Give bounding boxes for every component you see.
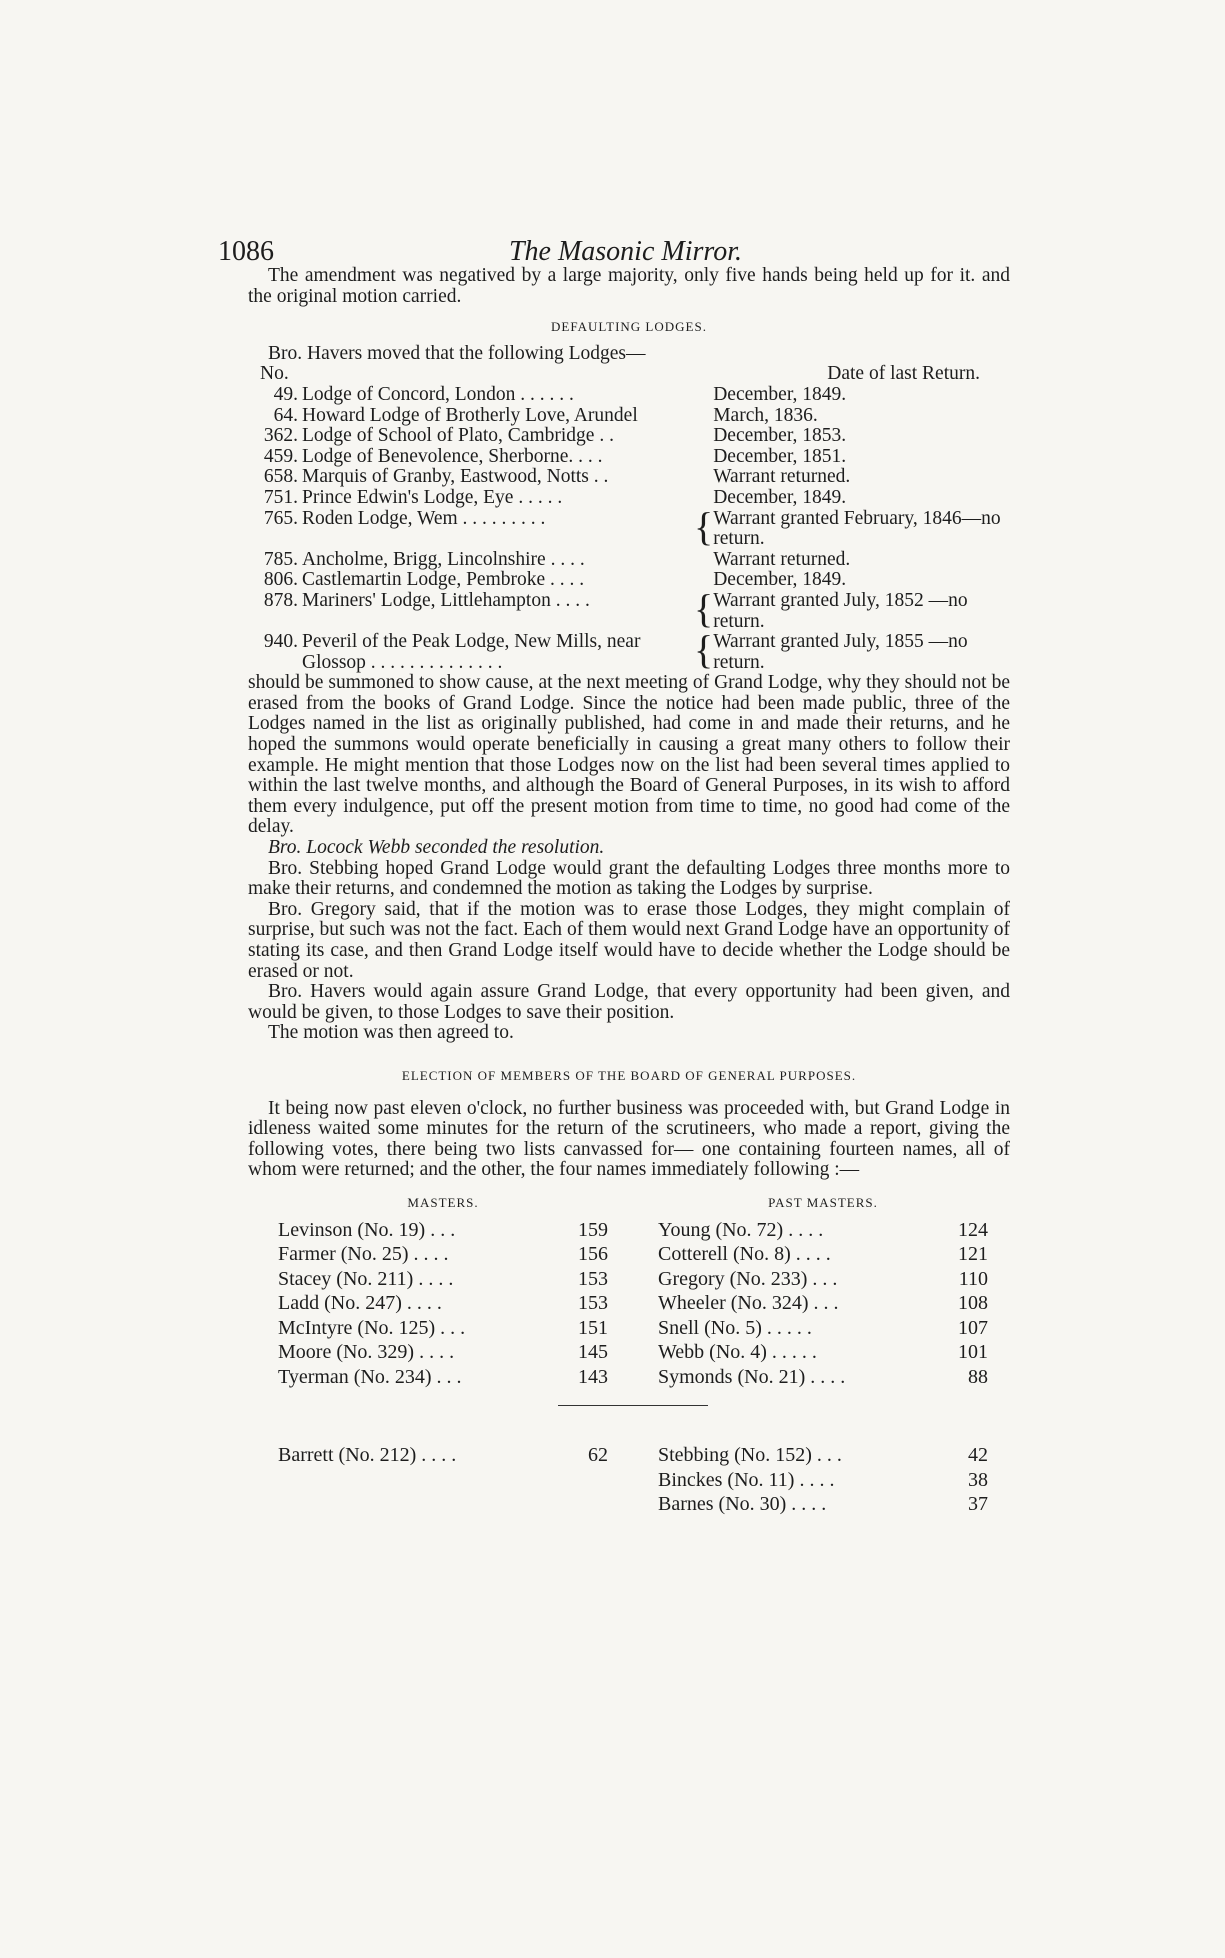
lodge-row xyxy=(248,467,1010,488)
vote-count: 121 xyxy=(958,1243,988,1266)
vote-count: 42 xyxy=(968,1444,988,1467)
unsuccessful-master-row xyxy=(278,1443,608,1468)
votes-divider xyxy=(558,1405,708,1406)
candidate-name: Stebbing (No. 152) . . . xyxy=(658,1444,842,1467)
candidate-name: Tyerman (No. 234) . . . xyxy=(278,1365,462,1388)
vote-count: 110 xyxy=(958,1267,988,1290)
lodge-number: 765. xyxy=(263,507,298,529)
lodge-date: December, 1849. xyxy=(713,486,847,508)
master-row xyxy=(278,1291,608,1316)
defaulting-paragraph-3: Bro. Stebbing hoped Grand Lodge would grant the defaulting Lodges three months more to make their returns, and condemned the motion as taking the Lodges by surprise. xyxy=(248,857,1010,900)
lodge-number: 785. xyxy=(263,548,298,570)
candidate-name: Barnes (No. 30) . . . . xyxy=(658,1493,827,1516)
defaulting-paragraph-1: should be summoned to show cause, at the next meeting of Grand Lodge, why they should not be erased from the books of Grand Lodge. Since the notice had been made public, three of the Lodges named in the list as originally published, had come in and made their returns, and he hoped the summons would operate beneficially in causing a great many others to follow their example. He might mention that those Lodges now on the list had been several times applied to within the last twelve months, and although the Board of General Purposes, in its wish to afford them every indulgence, put off the present motion from time to time, no good had come of the delay. xyxy=(248,672,1010,838)
lodge-name: Mariners' Lodge, Littlehampton . . . . xyxy=(302,589,590,611)
vote-count: 108 xyxy=(958,1292,988,1315)
vote-count: 101 xyxy=(958,1341,988,1364)
vote-count: 38 xyxy=(968,1468,988,1491)
lodge-row xyxy=(248,406,1010,427)
master-row xyxy=(278,1218,608,1243)
candidate-name: Gregory (No. 233) . . . xyxy=(658,1267,838,1290)
lodge-row xyxy=(248,591,1010,632)
lodge-name: Roden Lodge, Wem . . . . . . . . . xyxy=(302,507,546,529)
defaulting-heading: DEFAULTING LODGES. xyxy=(551,319,707,335)
lodge-number: 49. xyxy=(273,383,298,405)
lodge-brace xyxy=(694,385,713,406)
lodge-row xyxy=(248,447,1010,468)
candidate-name: Wheeler (No. 324) . . . xyxy=(658,1292,839,1315)
lodge-row xyxy=(248,632,1010,673)
vote-count: 37 xyxy=(968,1493,988,1516)
lodge-brace xyxy=(694,426,713,447)
lodge-name: Ancholme, Brigg, Lincolnshire . . . . xyxy=(302,548,585,570)
lodge-number: 878. xyxy=(263,589,298,611)
candidate-name: Ladd (No. 247) . . . . xyxy=(278,1292,442,1315)
vote-count: 156 xyxy=(578,1243,608,1266)
candidate-name: Moore (No. 329) . . . . xyxy=(278,1341,455,1364)
past-master-row xyxy=(658,1316,988,1341)
lodge-name: Peveril of the Peak Lodge, New Mills, near Glossop . . . . . . . . . . . . . . xyxy=(302,631,641,673)
article-body xyxy=(248,266,1010,1523)
lodge-row xyxy=(248,509,1010,550)
lodge-brace xyxy=(694,550,713,571)
lodge-date: Warrant granted July, 1852 —no return. xyxy=(713,589,968,632)
vote-count: 151 xyxy=(578,1316,608,1339)
defaulting-paragraph-6: The motion was then agreed to. xyxy=(268,1022,514,1044)
lodge-brace xyxy=(694,467,713,488)
unsuccessful-past-master-row xyxy=(658,1492,988,1517)
lodge-date: March, 1836. xyxy=(713,404,818,426)
vote-count: 153 xyxy=(578,1267,608,1290)
candidate-name: Symonds (No. 21) . . . . xyxy=(658,1365,846,1388)
defaulting-lodges-table xyxy=(248,364,1010,673)
lodge-name: Howard Lodge of Brotherly Love, Arundel xyxy=(302,404,638,426)
lodge-number: 806. xyxy=(263,569,298,591)
lodge-row xyxy=(248,426,1010,447)
vote-count: 159 xyxy=(578,1218,608,1241)
lodge-date: Warrant returned. xyxy=(713,466,851,488)
lodge-row xyxy=(248,550,1010,571)
past-master-row xyxy=(658,1291,988,1316)
lodge-row xyxy=(248,570,1010,591)
lodge-brace xyxy=(694,447,713,468)
past-master-row xyxy=(658,1340,988,1365)
lodge-name: Lodge of Benevolence, Sherborne. . . . xyxy=(302,445,603,467)
lodge-date: December, 1853. xyxy=(713,425,847,447)
unsuccessful-past-master-row xyxy=(658,1468,988,1493)
vote-count: 145 xyxy=(578,1341,608,1364)
master-row xyxy=(278,1267,608,1292)
defaulting-paragraph-2: Bro. Locock Webb seconded the resolution. xyxy=(268,837,605,859)
lodge-number: 362. xyxy=(263,425,298,447)
candidate-name: Snell (No. 5) . . . . . xyxy=(658,1316,812,1339)
defaulting-paragraph-5: Bro. Havers would again assure Grand Lodge, that every opportunity had been given, and would be given, to those Lodges to save their position. xyxy=(248,981,1010,1023)
vote-count: 107 xyxy=(958,1316,988,1339)
lodge-number: 751. xyxy=(263,486,298,508)
defaulting-paragraph-4: Bro. Gregory said, that if the motion was to erase those Lodges, they might complain of surprise, but such was not the fact. Each of them would next Grand Lodge have an opportunity of stating its case, and then Grand Lodge itself would have to decide whether the Lodge should be erased or not. xyxy=(248,898,1010,982)
lodge-name: Lodge of School of Plato, Cambridge . . xyxy=(302,425,614,447)
lodge-date: December, 1851. xyxy=(713,445,847,467)
master-row xyxy=(278,1242,608,1267)
election-paragraph: It being now past eleven o'clock, no further business was proceeded with, but Grand Lodge in idleness waited some minutes for the return of the scrutineers, who made a report, giving the following votes, there being two lists canvassed for— one containing fourteen names, all of whom were returned; and the other, the four names immediately following :— xyxy=(248,1097,1010,1181)
candidate-name: Farmer (No. 25) . . . . xyxy=(278,1243,449,1266)
votes-table xyxy=(248,1193,1010,1523)
masters-heading: MASTERS. xyxy=(407,1194,479,1210)
lodge-name: Lodge of Concord, London . . . . . . xyxy=(302,383,574,405)
masters-column xyxy=(278,1193,608,1468)
vote-count: 62 xyxy=(588,1444,608,1467)
lodge-brace: { xyxy=(694,585,714,631)
candidate-name: Binckes (No. 11) . . . . xyxy=(658,1468,835,1491)
master-row xyxy=(278,1316,608,1341)
candidate-name: Stacey (No. 211) . . . . xyxy=(278,1267,454,1290)
past-master-row xyxy=(658,1267,988,1292)
lodge-brace: { xyxy=(694,627,714,673)
candidate-name: McIntyre (No. 125) . . . xyxy=(278,1316,466,1339)
master-row xyxy=(278,1365,608,1390)
master-row xyxy=(278,1340,608,1365)
lodge-date: Warrant returned. xyxy=(713,548,851,570)
candidate-name: Cotterell (No. 8) . . . . xyxy=(658,1243,831,1266)
candidate-name: Barrett (No. 212) . . . . xyxy=(278,1444,457,1467)
lodge-name: Marquis of Granby, Eastwood, Notts . . xyxy=(302,466,609,488)
unsuccessful-past-master-row xyxy=(658,1443,988,1468)
vote-count: 143 xyxy=(578,1365,608,1388)
lodge-name: Castlemartin Lodge, Pembroke . . . . xyxy=(302,569,585,591)
col-no-header: No. xyxy=(260,363,289,385)
lodge-number: 658. xyxy=(263,466,298,488)
lodge-number: 459. xyxy=(263,445,298,467)
past-masters-column xyxy=(658,1193,988,1517)
lodge-brace xyxy=(694,406,713,427)
lodge-brace: { xyxy=(694,503,714,549)
col-date-header: Date of last Return. xyxy=(827,363,980,385)
vote-count: 88 xyxy=(968,1365,988,1388)
page-number: 1086 xyxy=(218,236,274,267)
lodge-date: Warrant granted February, 1846—no return. xyxy=(713,507,1001,550)
opening-paragraph: The amendment was negatived by a large majority, only five hands being held up for it. and the original motion carried. xyxy=(248,265,1010,307)
lodge-row xyxy=(248,385,1010,406)
past-master-row xyxy=(658,1365,988,1390)
lodge-table-header xyxy=(248,364,1010,385)
lodge-number: 940. xyxy=(263,631,298,653)
past-masters-heading: PAST MASTERS. xyxy=(768,1194,878,1210)
candidate-name: Young (No. 72) . . . . xyxy=(658,1218,824,1241)
defaulting-intro: Bro. Havers moved that the following Lodges— xyxy=(268,342,646,364)
running-title: The Masonic Mirror. xyxy=(508,236,743,267)
lodge-name: Prince Edwin's Lodge, Eye . . . . . xyxy=(302,486,563,508)
vote-count: 124 xyxy=(958,1218,988,1241)
lodge-date: Warrant granted July, 1855 —no return. xyxy=(713,631,968,673)
lodge-date: December, 1849. xyxy=(713,569,847,591)
election-heading: ELECTION OF MEMBERS OF THE BOARD OF GENERAL PURPOSES. xyxy=(401,1067,857,1083)
past-master-row xyxy=(658,1218,988,1243)
vote-count: 153 xyxy=(578,1292,608,1315)
candidate-name: Webb (No. 4) . . . . . xyxy=(658,1341,817,1364)
past-master-row xyxy=(658,1242,988,1267)
lodge-number: 64. xyxy=(273,404,298,426)
lodge-date: December, 1849. xyxy=(713,383,847,405)
lodge-row xyxy=(248,488,1010,509)
candidate-name: Levinson (No. 19) . . . xyxy=(278,1218,456,1241)
